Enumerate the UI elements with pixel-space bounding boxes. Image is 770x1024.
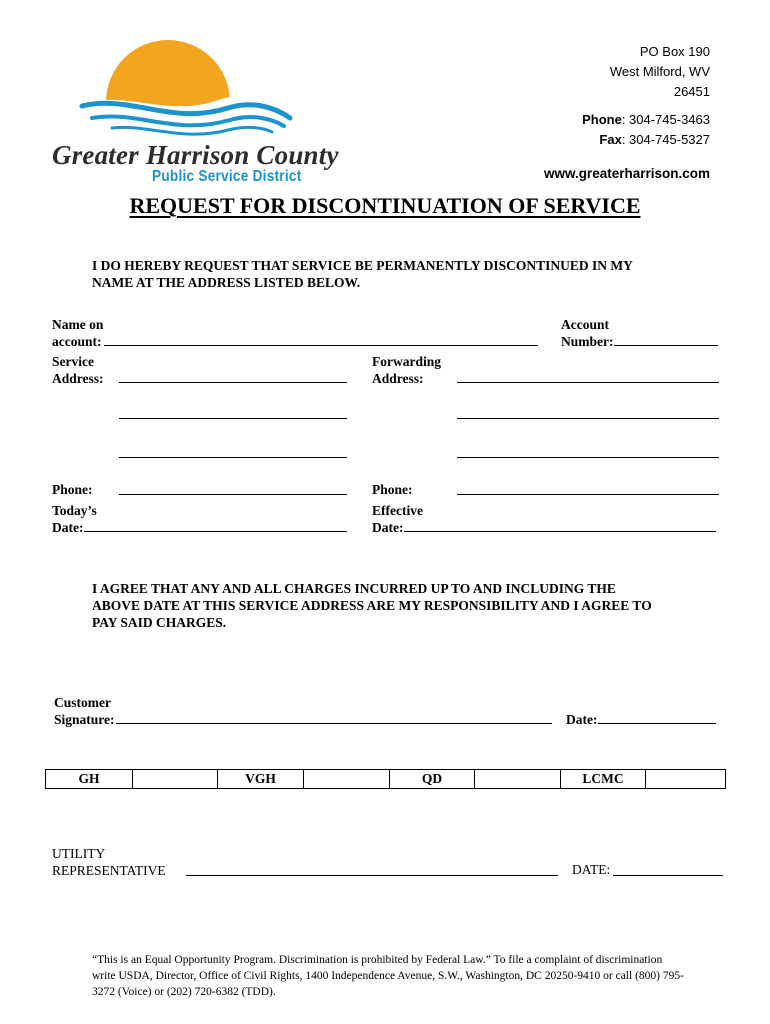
label-text: Address: [372, 371, 424, 386]
sun-wave-logo-icon [78, 30, 298, 145]
office-code-table [45, 769, 726, 789]
name-on-account-label [52, 316, 103, 350]
website-link[interactable]: www.greaterharrison.com [543, 166, 710, 181]
forwarding-address-line-2[interactable] [457, 418, 719, 419]
fax-number: : 304-745-5327 [621, 132, 710, 147]
phone-field-label: Phone: [52, 482, 93, 497]
account-number-field[interactable] [614, 345, 718, 346]
zip-code: 26451 [673, 84, 710, 99]
service-address-line-2[interactable] [119, 418, 347, 419]
utility-representative-field[interactable] [186, 875, 558, 876]
label-text: REPRESENTATIVE [52, 863, 166, 878]
request-statement [92, 257, 633, 291]
code-label-vgh: VGH [218, 770, 304, 789]
phone-number: : 304-745-3463 [621, 112, 710, 127]
agreement-line: ABOVE DATE AT THIS SERVICE ADDRESS ARE MY RESPONSIBILITY AND I AGREE TO [92, 598, 652, 613]
label-text: Signature: [54, 712, 115, 727]
utility-representative-label [52, 845, 166, 879]
effective-date-field[interactable] [404, 531, 716, 532]
service-address-label [52, 353, 104, 387]
signature-date-label: Date: [566, 712, 598, 727]
city-state: West Milford, WV [609, 64, 710, 79]
forwarding-phone-field[interactable] [457, 494, 719, 495]
code-label-lcmc: LCMC [561, 770, 646, 789]
label-text: Effective [372, 503, 423, 518]
code-box-gh[interactable] [133, 770, 218, 789]
table-row [46, 770, 726, 789]
label-text: Name on [52, 317, 104, 332]
fax-line [582, 130, 710, 150]
label-text: Date: [52, 520, 84, 535]
agreement-line: I AGREE THAT ANY AND ALL CHARGES INCURRED UP TO AND INCLUDING THE [92, 581, 616, 596]
label-text: UTILITY [52, 846, 106, 861]
label-text: Account [561, 317, 609, 332]
forwarding-phone-label: Phone: [372, 482, 413, 497]
todays-date-field[interactable] [84, 531, 347, 532]
forwarding-address-label [372, 353, 441, 387]
name-on-account-field[interactable] [104, 345, 538, 346]
fax-label: Fax [599, 132, 622, 147]
representative-date-label: DATE: [572, 862, 611, 877]
label-text: Date: [372, 520, 404, 535]
code-box-qd[interactable] [475, 770, 561, 789]
code-box-lcmc[interactable] [646, 770, 726, 789]
org-name: Greater Harrison County [52, 140, 339, 170]
code-box-vgh[interactable] [304, 770, 390, 789]
customer-signature-field[interactable] [116, 723, 552, 724]
po-box: PO Box 190 [639, 44, 710, 59]
notice-line: 3272 (Voice) or (202) 720-6382 (TDD). [92, 986, 276, 998]
request-statement-line: NAME AT THE ADDRESS LISTED BELOW. [92, 275, 361, 290]
notice-line: write USDA, Director, Office of Civil Rights, 1400 Independence Avenue, S.W., Washington, DC 20250-9410 or call (800) 795- [92, 970, 684, 982]
form-title: REQUEST FOR DISCONTINUATION OF SERVICE [129, 193, 641, 218]
service-address-line-1[interactable] [119, 382, 347, 383]
agreement-line: PAY SAID CHARGES. [92, 615, 227, 630]
contact-info [582, 110, 710, 150]
phone-line [582, 110, 710, 130]
label-text: Forwarding [372, 354, 441, 369]
signature-date-field[interactable] [598, 723, 716, 724]
agreement-statement [92, 580, 652, 631]
label-text: Today’s [52, 503, 97, 518]
account-number-label [561, 316, 614, 350]
org-subname: Public Service District [152, 168, 302, 185]
phone-field[interactable] [119, 494, 347, 495]
label-text: account: [52, 334, 102, 349]
label-text: Customer [54, 695, 111, 710]
mailing-address [610, 42, 710, 102]
label-text: Address: [52, 371, 104, 386]
customer-signature-label [54, 694, 115, 728]
code-label-gh: GH [46, 770, 133, 789]
label-text: Service [52, 354, 94, 369]
forwarding-address-line-3[interactable] [457, 457, 719, 458]
phone-label: Phone [582, 112, 622, 127]
equal-opportunity-notice [92, 952, 692, 1000]
request-statement-line: I DO HEREBY REQUEST THAT SERVICE BE PERMANENTLY DISCONTINUED IN MY [92, 258, 633, 273]
code-label-qd: QD [390, 770, 475, 789]
service-address-line-3[interactable] [119, 457, 347, 458]
label-text: Number: [561, 334, 614, 349]
forwarding-address-line-1[interactable] [457, 382, 719, 383]
notice-line: “This is an Equal Opportunity Program. Discrimination is prohibited by Federal Law.” To file a complaint of discrimination [92, 954, 663, 966]
representative-date-field[interactable] [613, 875, 723, 876]
